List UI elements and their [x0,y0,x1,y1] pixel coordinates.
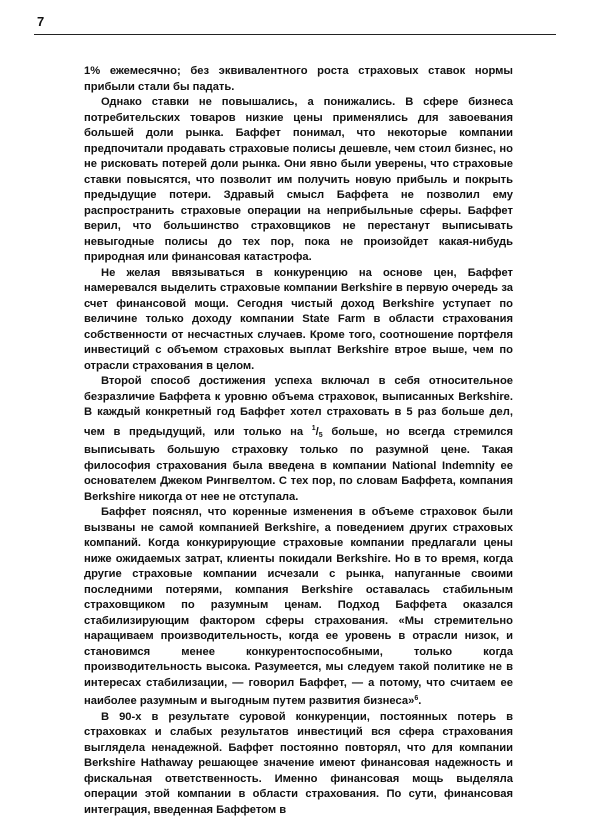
paragraph-4-part-b: больше, но всегда стремился выписывать большую страховку только по разумной цене. Такая философия страхования была введена в компании National Indemnity ее основателем Джеком Рингвелтом. С тех пор, по словам Баффета, компания Berkshire никогда от нее не отступала. [84,426,513,503]
footnote-marker: 6 [414,695,418,702]
fraction-numerator: 1 [312,425,316,432]
fraction-one-fifth: $^1/_5$ [312,426,323,438]
paragraph-5 [84,505,513,710]
fraction-denominator: 5 [319,432,323,439]
page-number: 7 [37,14,44,29]
paragraph-5-text: Баффет пояснял, что коренные изменения в объеме страховок были вызваны не самой компанией Berkshire, а поведением других страховых компаний. Когда конкурирующие страховые компании предлагали цены ниже ожидаемых затрат, клиенты покидали Berkshire. Но в то время, когда другие страховые компании исчезали с рынка, напуганные своими последними потерями, компания Berkshire оставалась стабильным страховщиком по разумным ценам. Подход Баффета оказался стабилизирующим фактором сферы страхования. «Мы стремительно наращиваем производительность, когда ее уровень в отрасли низок, и становимся менее конкурентоспособными, только когда производительность высока. Разумеется, мы следуем такой политике не в интересах стабилизации, — говорил Баффет, — а потому, что считаем ее наиболее разумным и выгодным путем развития бизнеса» [84,506,513,707]
body-text [84,64,513,818]
header-rule [34,34,556,35]
paragraph-3: Не желая ввязываться в конкуренцию на основе цен, Баффет намеревался выделить страховые компании Berkshire в первую очередь за счет финансовой мощи. Сегодня чистый доход Berkshire уступает по величине только доходу компании State Farm в области страхования собственности от несчастных случаев. Кроме того, соотношение портфеля инвестиций с объемом страховых выплат Berkshire втрое выше, чем по отрасли страхования в целом. [84,266,513,375]
paragraph-2: Однако ставки не повышались, а понижались. В сфере бизнеса потребительских товаров низкие цены применялись для завоевания большей доли рынка. Баффет понимал, что некоторые компании предпочитали продавать страховые полисы дешевле, чем стоил бизнес, но не рисковать потерей доли рынка. Они явно были уверены, что страховые ставки повысятся, что позволит им получить новую прибыль и покрыть предыдущие потери. Здравый смысл Баффета не позволил ему распространить страховые операции на неприбыльные сферы. Баффет верил, что большинство страховщиков не перестанут выписывать невыгодные полисы до тех пор, пока не произойдет какая-нибудь природная или финансовая катастрофа. [84,95,513,266]
paragraph-4 [84,374,513,505]
paragraph-1: 1% ежемесячно; без эквивалентного роста страховых ставок нормы прибыли стали бы падать. [84,64,513,95]
paragraph-5-end: . [418,695,421,707]
paragraph-6: В 90-х в результате суровой конкуренции, постоянных потерь в страховках и слабых результатов инвестиций вся сфера страхования выглядела ненадежной. Баффет постоянно повторял, что для компании Berkshire Hathaway решающее значение имеют финансовая надежность и фискальная ответственность. Именно финансовая мощь выделяла операции этой компании в области страхования. По сути, финансовая интеграция, введенная Баффетом в [84,710,513,818]
paragraph-4-part-a: Второй способ достижения успеха включал в себя относительное безразличие Баффета к уровню объема страховок, выписанных Berkshire. В каждый конкретный год Баффет хотел страховать в 5 раз больше дел, чем в предыдущий, или только на [84,375,513,438]
